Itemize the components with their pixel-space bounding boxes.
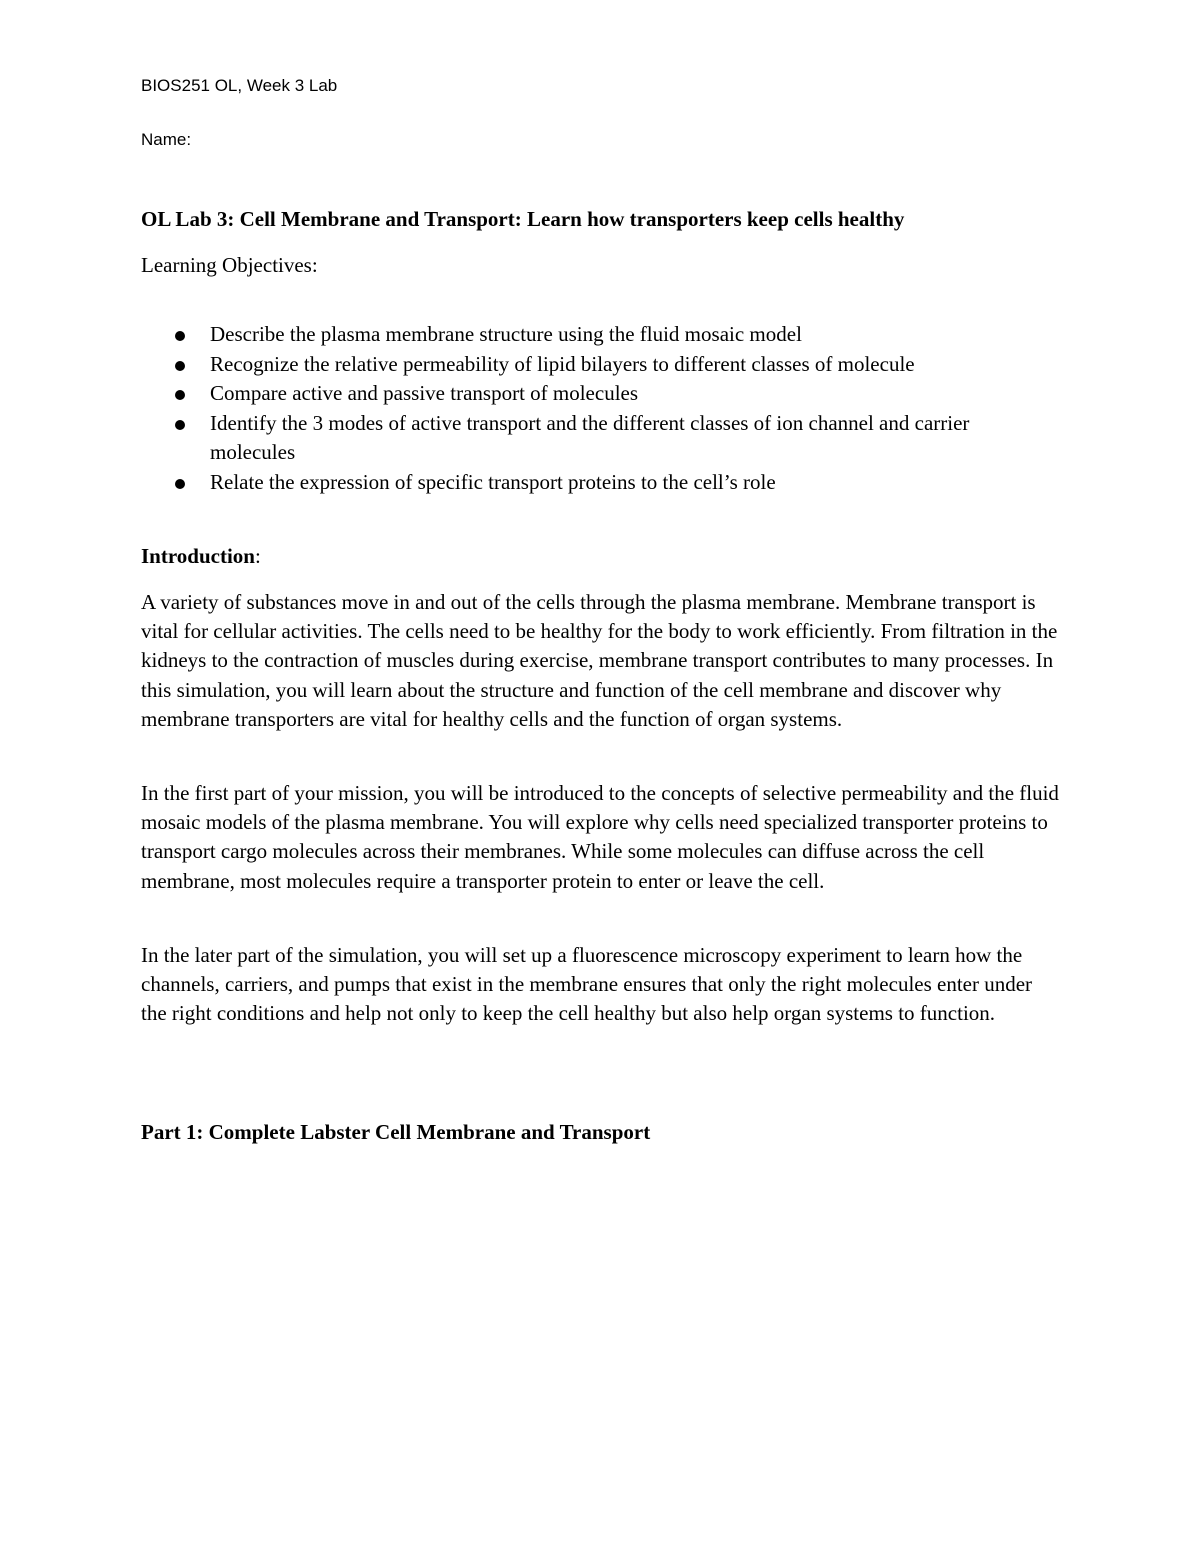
introduction-heading [141, 542, 261, 570]
introduction-heading-colon: : [254, 544, 261, 568]
name-label: Name: [141, 130, 192, 149]
list-item [141, 468, 1041, 498]
list-item [141, 409, 1041, 468]
objective-text: Recognize the relative permeability of lipid bilayers to different classes of molecule [210, 351, 915, 376]
objectives-label: Learning Objectives: [141, 253, 318, 277]
objective-text: Compare active and passive transport of molecules [210, 381, 639, 405]
intro-paragraph-2: In the first part of your mission, you will be introduced to the concepts of selective permeability and the fluid mosaic models of the plasma membrane. You will explore why cells need specialized transporter proteins to transport cargo molecules across their membranes. While some molecules can diffuse across the cell membrane, most molecules require a transporter protein to enter or leave the cell. [141, 781, 1059, 893]
list-item [141, 320, 1041, 350]
bullet-icon [175, 420, 185, 430]
list-item [141, 350, 1041, 380]
list-item [141, 379, 1041, 409]
bullet-icon [175, 331, 185, 341]
objectives-list [141, 320, 1041, 497]
objective-text: Describe the plasma membrane structure using the fluid mosaic model [210, 322, 802, 346]
bullet-icon [175, 479, 185, 489]
objective-text: Identify the 3 modes of active transport and the different classes of ion channel and carrier molecules [210, 410, 970, 464]
bullet-icon [175, 361, 185, 371]
intro-paragraph-1: A variety of substances move in and out of the cells through the plasma membrane. Membrane transport is vital for cellular activities. The cells need to be healthy for the body to work efficiently. From filtration in the kidneys to the contraction of muscles during exercise, membrane transport contributes to many processes. In this simulation, you will learn about the structure and function of the cell membrane and discover why membrane transporters are vital for healthy cells and the function of organ systems. [141, 590, 1058, 731]
objective-text: Relate the expression of specific transport proteins to the cell’s role [210, 469, 776, 494]
part-1-heading: Part 1: Complete Labster Cell Membrane and Transport [141, 1120, 651, 1144]
intro-paragraph-3: In the later part of the simulation, you will set up a fluorescence microscopy experiment to learn how the channels, carriers, and pumps that exist in the membrane ensures that only the right molecules enter under the right conditions and help not only to keep the cell healthy but also help organ systems to function. [141, 943, 1033, 1026]
introduction-heading-text: Introduction [141, 544, 255, 568]
document-title: OL Lab 3: Cell Membrane and Transport: Learn how transporters keep cells healthy [141, 207, 905, 231]
bullet-icon [175, 390, 185, 400]
course-header: BIOS251 OL, Week 3 Lab [141, 76, 338, 95]
